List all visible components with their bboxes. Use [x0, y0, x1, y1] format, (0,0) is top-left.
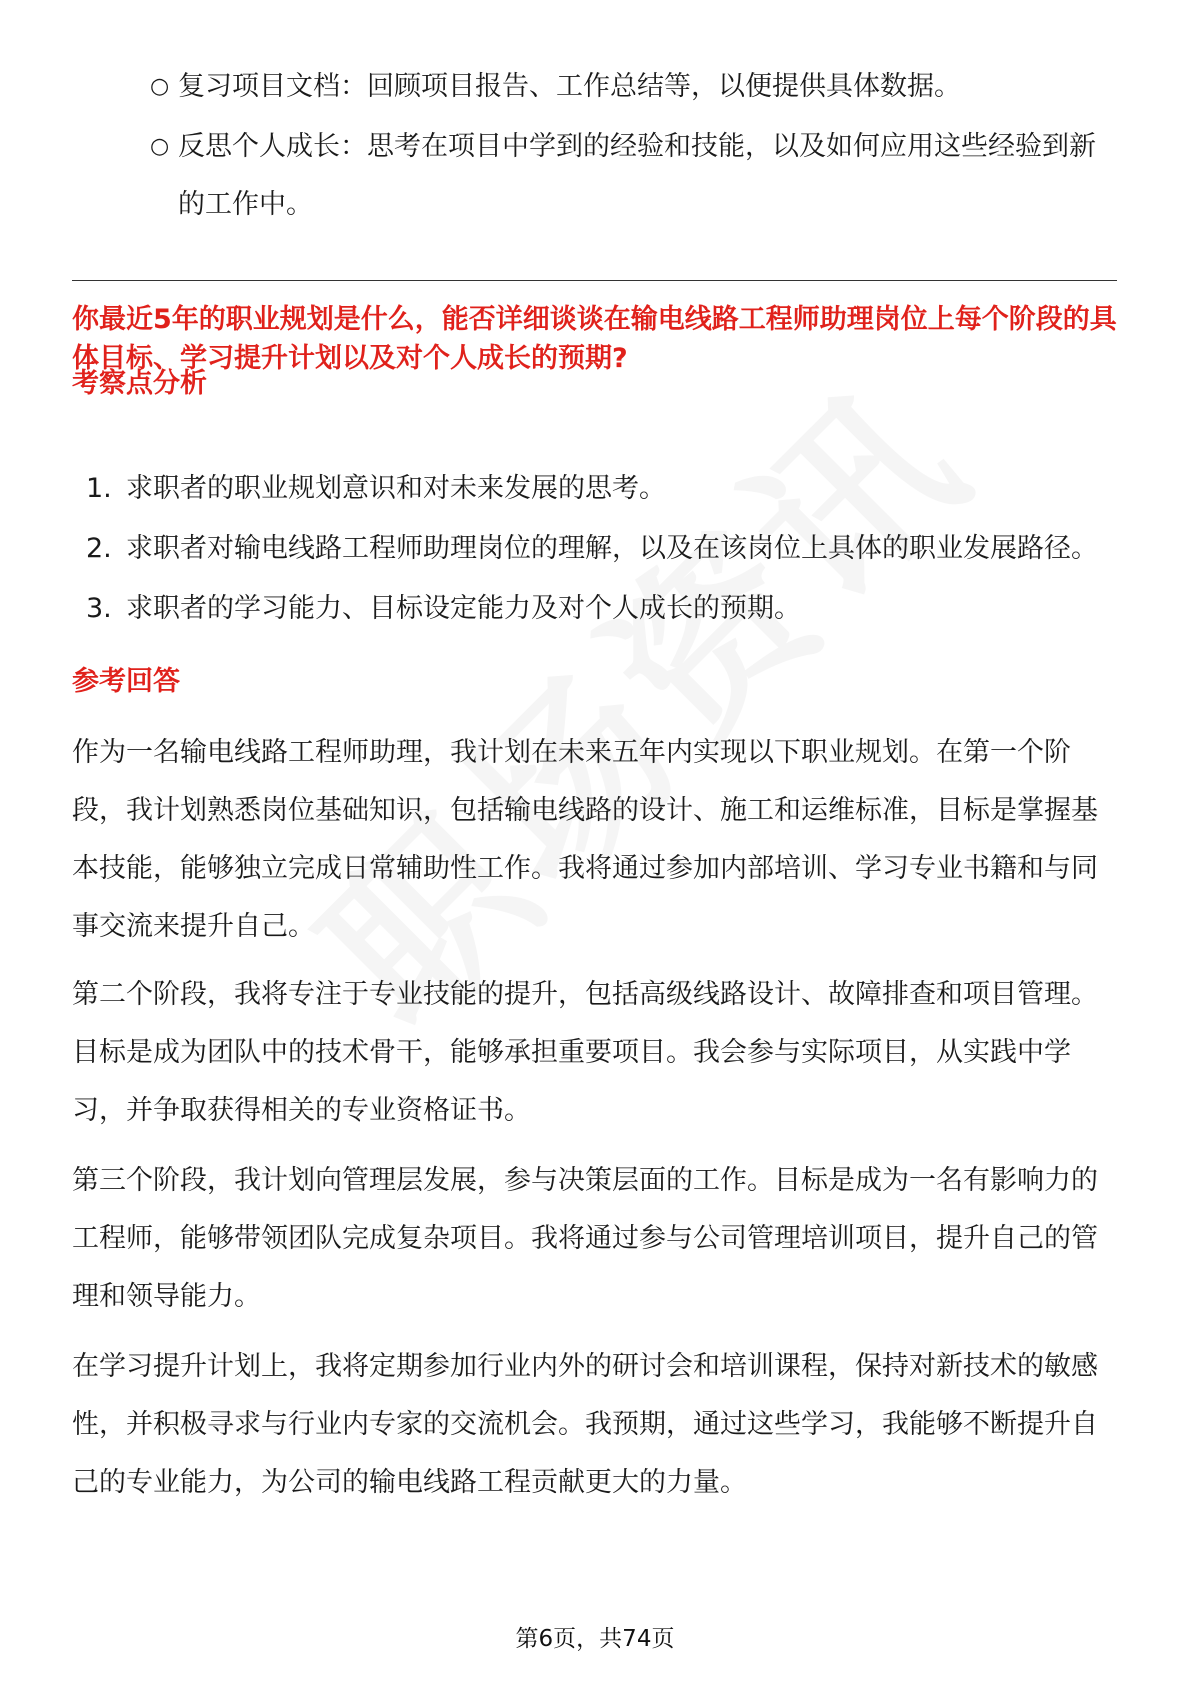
- divider: [72, 280, 1117, 281]
- list-item-text: 求职者对输电线路工程师助理岗位的理解，以及在该岗位上具体的职业发展路径。: [126, 533, 1098, 564]
- circle-bullet-icon: ○: [150, 74, 170, 99]
- list-item: [72, 580, 1117, 638]
- list-item-text: 反思个人成长：思考在项目中学到的经验和技能，以及如何应用这些经验到新的工作中。: [178, 131, 1096, 220]
- circle-bullet-icon: ○: [150, 134, 170, 159]
- list-item: [150, 58, 1110, 116]
- answer-paragraph: 第三个阶段，我计划向管理层发展，参与决策层面的工作。目标是成为一名有影响力的工程师，能够带领团队完成复杂项目。我将通过参与公司管理培训项目，提升自己的管理和领导能力。: [72, 1165, 1098, 1312]
- answer-paragraph: 在学习提升计划上，我将定期参加行业内外的研讨会和培训课程，保持对新技术的敏感性，并积极寻求与行业内专家的交流机会。我预期，通过这些学习，我能够不断提升自己的专业能力，为公司的输电线路工程贡献更大的力量。: [72, 1351, 1098, 1498]
- answer-paragraph: 作为一名输电线路工程师助理，我计划在未来五年内实现以下职业规划。在第一个阶段，我计划熟悉岗位基础知识，包括输电线路的设计、施工和运维标准，目标是掌握基本技能，能够独立完成日常辅助性工作。我将通过参加内部培训、学习专业书籍和与同事交流来提升自己。: [72, 737, 1098, 942]
- analysis-heading: 考察点分析: [72, 368, 207, 399]
- item-number: 1.: [86, 473, 112, 504]
- list-item: [72, 460, 1117, 518]
- item-number: 3.: [86, 593, 112, 624]
- page-number: 第6页，共74页: [515, 1626, 675, 1652]
- answer-heading: 参考回答: [72, 666, 180, 697]
- analysis-list: [72, 460, 1117, 640]
- list-item-text: 求职者的学习能力、目标设定能力及对个人成长的预期。: [126, 593, 801, 624]
- list-item-text: 复习项目文档：回顾项目报告、工作总结等，以便提供具体数据。: [178, 71, 961, 102]
- item-number: 2.: [86, 533, 112, 564]
- watermark: [256, 317, 1015, 1076]
- interview-question: 你最近5年的职业规划是什么，能否详细谈谈在输电线路工程师助理岗位上每个阶段的具体目标、学习提升计划以及对个人成长的预期?: [72, 304, 1117, 374]
- list-item: [72, 520, 1117, 578]
- answer-paragraph: 第二个阶段，我将专注于专业技能的提升，包括高级线路设计、故障排查和项目管理。目标是成为团队中的技术骨干，能够承担重要项目。我会参与实际项目，从实践中学习，并争取获得相关的专业资格证书。: [72, 979, 1098, 1126]
- list-item: [150, 118, 1110, 234]
- list-item-text: 求职者的职业规划意识和对未来发展的思考。: [126, 473, 666, 504]
- bullet-list: [150, 58, 1110, 236]
